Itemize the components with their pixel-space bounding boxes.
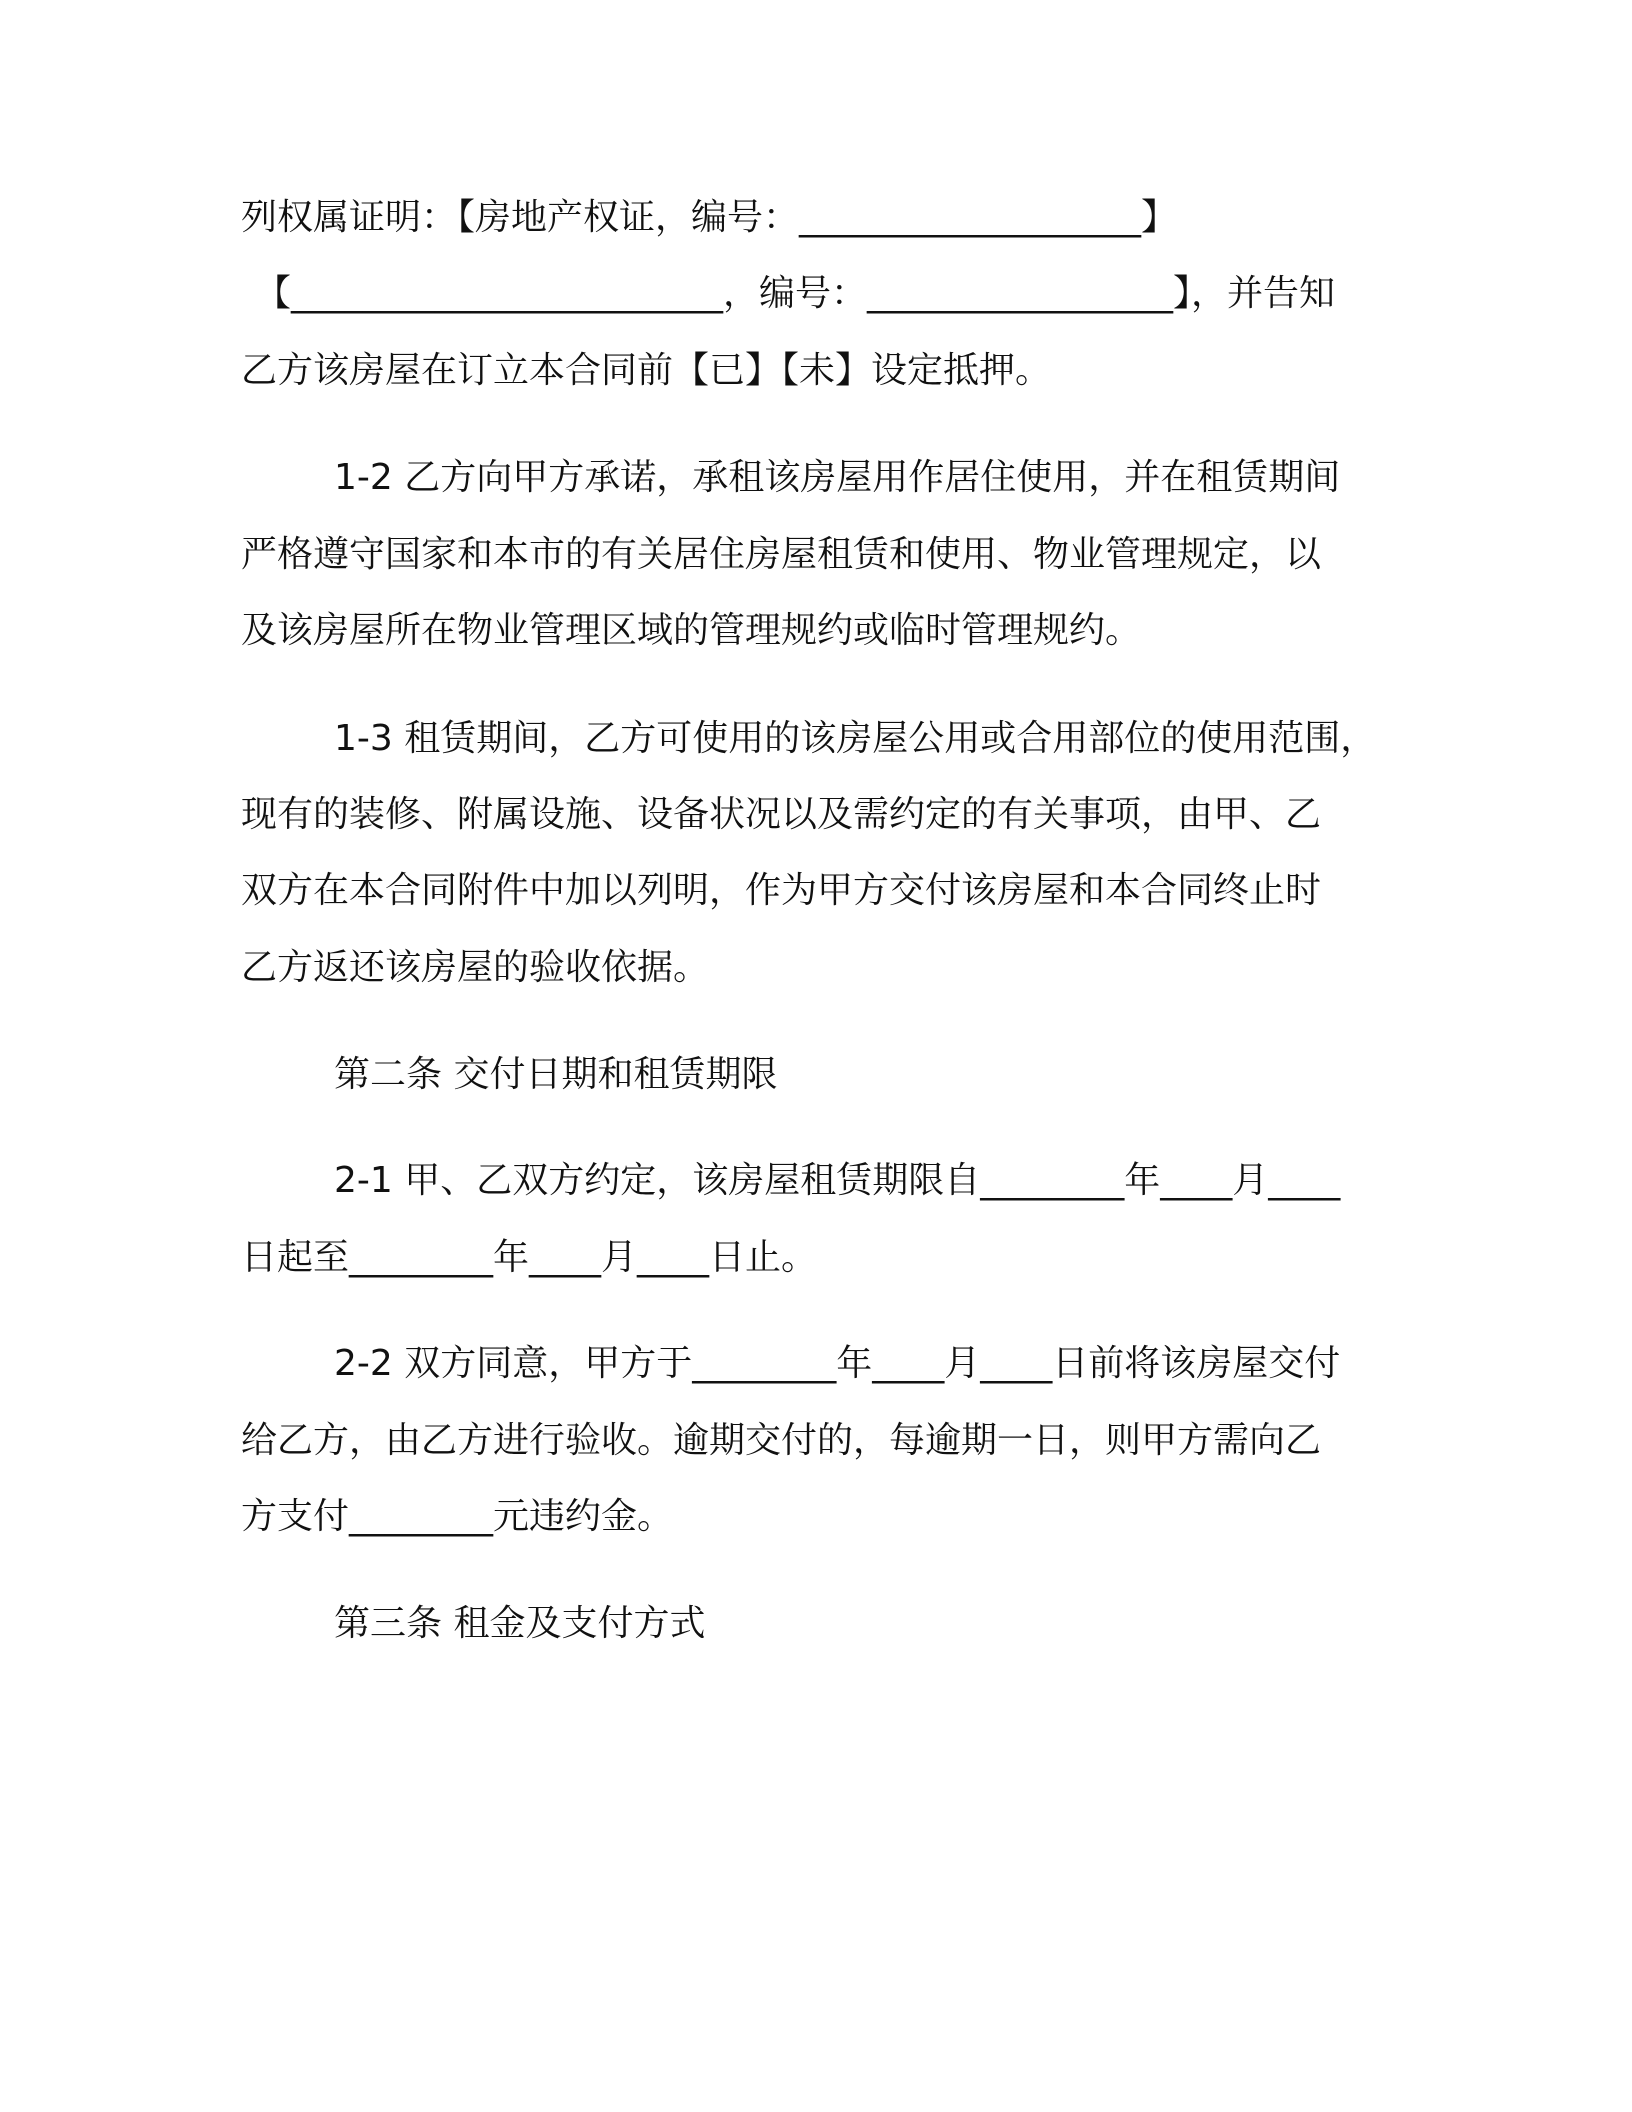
text-line-clause-1-2-c: 及该房屋所在物业管理区域的管理规约或临时管理规约。	[241, 610, 1142, 651]
text-line-clause-2-2-a: 2-2 双方同意，甲方于________年____月____日前将该房屋交付	[334, 1343, 1341, 1384]
text-line-clause-1-3-c: 双方在本合同附件中加以列明，作为甲方交付该房屋和本合同终止时	[241, 870, 1322, 911]
text-line-mortgage-status: 乙方该房屋在订立本合同前【已】【未】设定抵押。	[241, 350, 1052, 391]
text-line-clause-1-3-b: 现有的装修、附属设施、设备状况以及需约定的有关事项，由甲、乙	[241, 794, 1322, 835]
text-line-clause-1-2-b: 严格遵守国家和本市的有关居住房屋租赁和使用、物业管理规定，以	[241, 534, 1322, 575]
text-line-property-certificate: 列权属证明：【房地产权证，编号：___________________】	[241, 197, 1178, 238]
text-line-clause-1-3-a: 1-3 租赁期间，乙方可使用的该房屋公用或合用部位的使用范围，	[334, 718, 1377, 759]
text-line-clause-2-1-a: 2-1 甲、乙双方约定，该房屋租赁期限自________年____月____	[334, 1160, 1341, 1201]
text-line-certificate-number: 【________________________，编号：_________________】，并告知	[255, 273, 1336, 314]
text-line-clause-1-3-d: 乙方返还该房屋的验收依据。	[241, 947, 710, 988]
section-heading-article-3: 第三条 租金及支付方式	[334, 1603, 706, 1644]
text-line-clause-1-2-a: 1-2 乙方向甲方承诺，承租该房屋用作居住使用，并在租赁期间	[334, 457, 1341, 498]
text-line-clause-2-2-c: 方支付________元违约金。	[241, 1496, 674, 1537]
text-line-clause-2-1-b: 日起至________年____月____日止。	[241, 1237, 818, 1278]
section-heading-article-2: 第二条 交付日期和租赁期限	[334, 1054, 778, 1095]
text-line-clause-2-2-b: 给乙方，由乙方进行验收。逾期交付的，每逾期一日，则甲方需向乙	[241, 1420, 1322, 1461]
